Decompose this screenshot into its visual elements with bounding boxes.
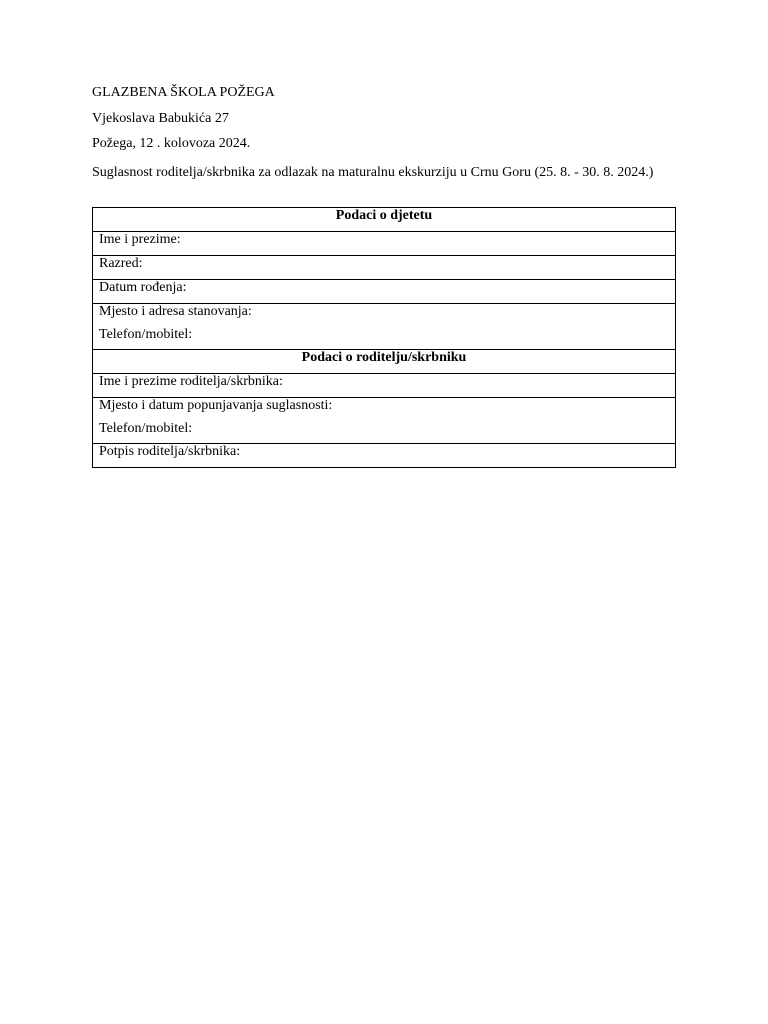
table-row xyxy=(93,374,676,398)
table-row xyxy=(93,398,676,444)
parent-name-label: Ime i prezime roditelja/skrbnika: xyxy=(99,374,283,389)
parent-place-date-phone-field[interactable] xyxy=(93,398,676,444)
table-row xyxy=(93,280,676,304)
parent-section-header xyxy=(93,350,676,374)
parent-place-date-label: Mjesto i datum popunjavanja suglasnosti: xyxy=(99,398,333,413)
consent-form-table xyxy=(92,207,676,468)
child-residence-label: Mjesto i adresa stanovanja: xyxy=(99,304,252,319)
child-name-label: Ime i prezime: xyxy=(99,232,181,247)
table-row xyxy=(93,350,676,374)
child-birth-date-field[interactable] xyxy=(93,280,676,304)
place-date: Požega, 12 . kolovoza 2024. xyxy=(92,136,251,151)
school-name: GLAZBENA ŠKOLA POŽEGA xyxy=(92,85,275,100)
child-class-field[interactable] xyxy=(93,256,676,280)
table-row xyxy=(93,256,676,280)
parent-name-field[interactable] xyxy=(93,374,676,398)
child-phone-label: Telefon/mobitel: xyxy=(99,327,193,342)
parent-phone-label: Telefon/mobitel: xyxy=(99,421,193,436)
child-residence-phone-field[interactable] xyxy=(93,304,676,350)
table-row xyxy=(93,232,676,256)
parent-signature-label: Potpis roditelja/skrbnika: xyxy=(99,444,241,459)
school-address: Vjekoslava Babukića 27 xyxy=(92,111,229,126)
parent-section-title: Podaci o roditelju/skrbniku xyxy=(301,350,467,365)
child-birth-date-label: Datum rođenja: xyxy=(99,280,187,295)
consent-title: Suglasnost roditelja/skrbnika za odlazak na maturalnu ekskurziju u Crnu Goru (25. 8. - 30. 8. 2024.) xyxy=(92,165,654,180)
child-class-label: Razred: xyxy=(99,256,143,271)
table-row xyxy=(93,304,676,350)
child-name-field[interactable] xyxy=(93,232,676,256)
child-section-title: Podaci o djetetu xyxy=(335,208,433,223)
child-section-header xyxy=(93,208,676,232)
table-row xyxy=(93,208,676,232)
parent-signature-field[interactable] xyxy=(93,444,676,468)
table-row xyxy=(93,444,676,468)
